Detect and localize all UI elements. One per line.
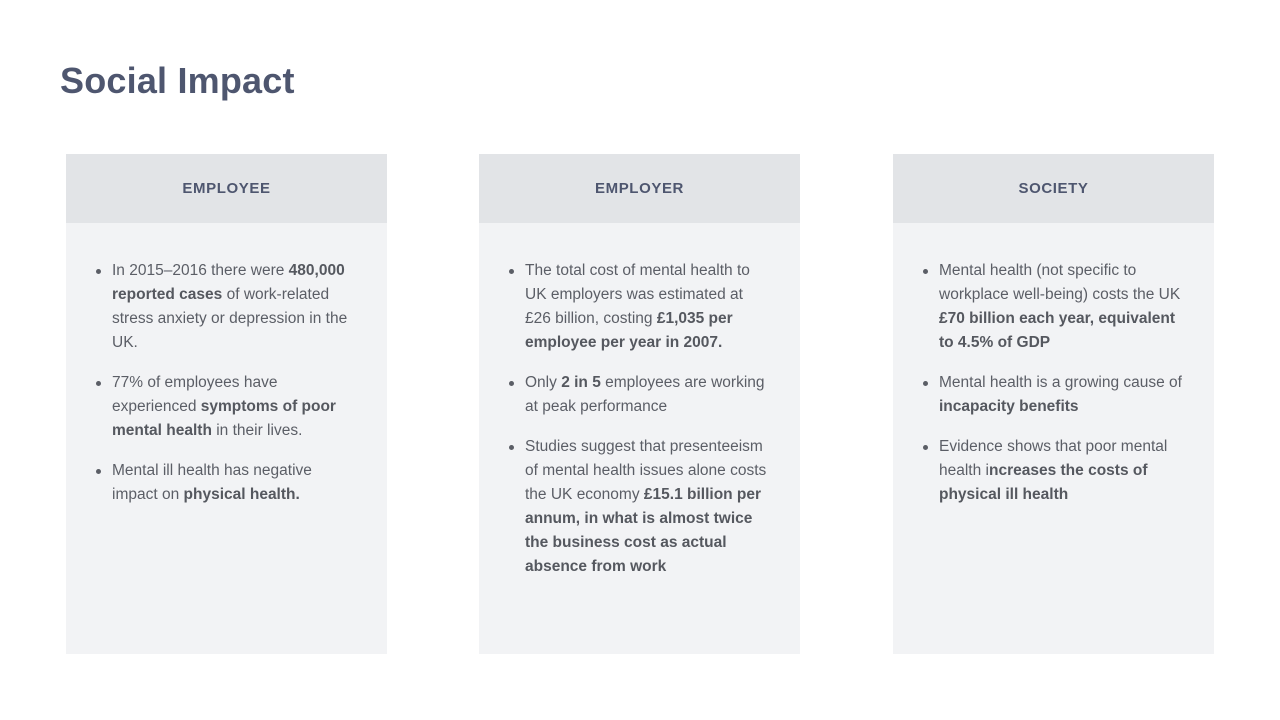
bullet-emphasis: £1,035 per employee per year in 2007.	[525, 310, 733, 351]
bullet-text: employees are working at peak performance	[525, 374, 765, 415]
bullet-text: The total cost of mental health to UK employers was estimated at £26 billion, costing	[525, 262, 750, 327]
bullet-item	[509, 259, 770, 355]
card-header-label: SOCIETY	[1018, 180, 1089, 197]
bullet-item	[923, 259, 1184, 355]
bullet-emphasis: incapacity benefits	[939, 398, 1079, 415]
bullet-item	[923, 435, 1184, 507]
bullet-item	[509, 371, 770, 419]
bullet-text: of work-related stress anxiety or depression in the UK.	[112, 286, 348, 351]
card-body	[479, 223, 800, 579]
card-body	[893, 223, 1214, 507]
bullet-emphasis: 2 in 5	[561, 374, 601, 391]
bullet-list	[96, 259, 357, 507]
bullet-item	[96, 259, 357, 355]
bullet-text: In 2015–2016 there were	[112, 262, 289, 279]
bullet-text: Mental health is a growing cause of	[939, 374, 1182, 391]
bullet-item	[509, 435, 770, 579]
bullet-text: in their lives.	[211, 422, 303, 439]
bullet-text: Studies suggest that presenteeism of mental health issues alone costs the UK economy	[525, 438, 767, 503]
bullet-text: Only	[525, 374, 562, 391]
bullet-emphasis: 480,000 reported cases	[112, 262, 345, 303]
bullet-emphasis: ncreases the costs of physical ill health	[939, 462, 1148, 503]
card-body	[66, 223, 387, 507]
bullet-emphasis: £15.1 billion per annum, in what is almost twice the business cost as actual absence from work	[525, 486, 762, 575]
card-employer	[479, 154, 800, 654]
bullet-text: Evidence shows that poor mental health i	[939, 438, 1168, 479]
card-header-label: EMPLOYEE	[182, 180, 271, 197]
bullet-emphasis: physical health.	[183, 486, 300, 503]
bullet-text: Mental health (not specific to workplace well-being) costs the UK	[939, 262, 1181, 303]
bullet-item	[96, 459, 357, 507]
bullet-text: Mental ill health has negative impact on	[112, 462, 312, 503]
card-society	[893, 154, 1214, 654]
bullet-item	[923, 371, 1184, 419]
card-header-label: EMPLOYER	[595, 180, 684, 197]
bullet-list	[509, 259, 770, 579]
card-employee	[66, 154, 387, 654]
card-header	[66, 154, 387, 223]
bullet-text: 77% of employees have experienced	[112, 374, 278, 415]
bullet-emphasis: £70 billion each year, equivalent to 4.5% of GDP	[939, 310, 1176, 351]
page-title: Social Impact	[60, 60, 295, 101]
card-header	[893, 154, 1214, 223]
bullet-emphasis: symptoms of poor mental health	[112, 398, 336, 439]
card-header	[479, 154, 800, 223]
bullet-list	[923, 259, 1184, 507]
bullet-item	[96, 371, 357, 443]
